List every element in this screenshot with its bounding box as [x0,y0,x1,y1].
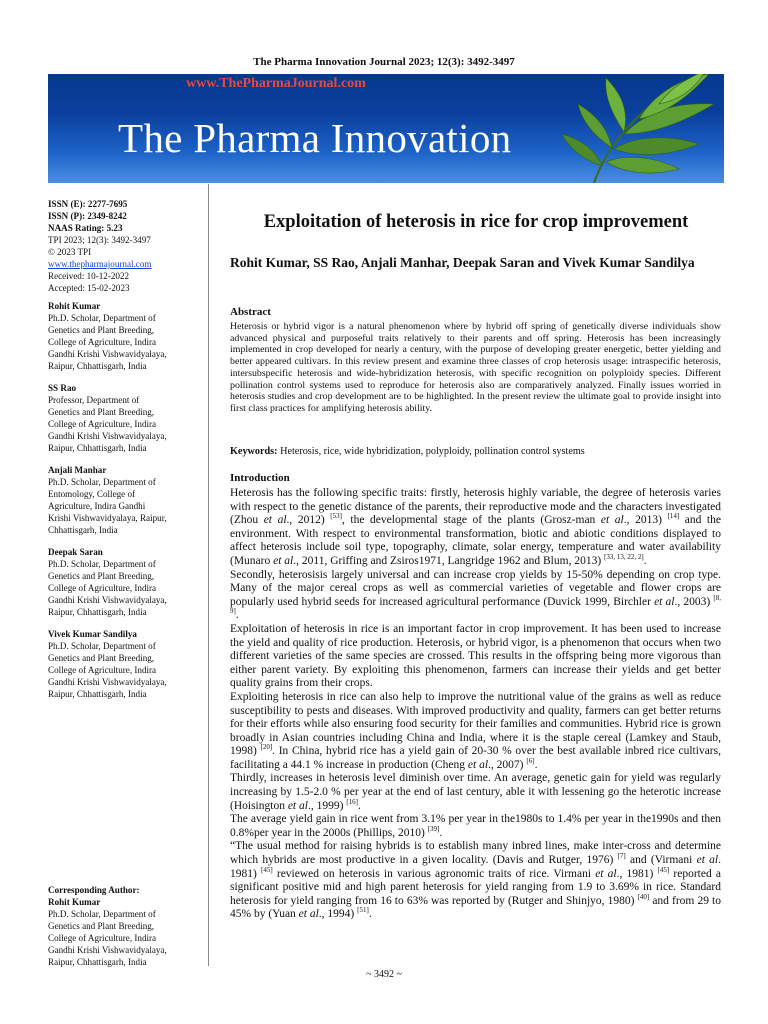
intro-paragraph: The average yield gain in rice went from 3.1% per year in the1980s to 1.4% per year in the1990s and then 0.8%per year in the 2000s (Phillips, 2010) [39]. [230,813,721,839]
intro-paragraph: Thirdly, increases in heterosis level diminish over time. An average, genetic gain for yield was regularly increasing by 1.5-2.0 % per year at the end of last century, able it with lessening go the heterotic increase (Hoisington et al., 1999) [16]. [230,772,721,812]
intro-paragraph: “The usual method for raising hybrids is to establish many inbred lines, make inter-cross and determine which hybrids are most productive in a given locality. (Davis and Rutger, 1976) [7] and (Virmani et al. 1981) [45] reviewed on heterosis in various agronomic traits of rice. Virmani et al., 1981) [45] reported a significant positive mid and high parent heterosis for yield ranging from 1.9 to 3.69% in rice. Standard heterosis for yield ranging from 16 to 63% was reported by (Rutger and Shinjyo, 1980) [40] and from 29 to 45% by (Yuan et al., 1994) [51]. [230,840,721,921]
journal-citation: The Pharma Innovation Journal 2023; 12(3): 3492-3497 [253,56,515,68]
intro-paragraph: Heterosis has the following specific traits: firstly, heterosis highly variable, the degree of heterosis varies with respect to the genetic distance of the parents, their reproductive mode and the characters investigated (Zhou et al., 2012) [53], the developmental stage of the plants (Grosz-man et al., 2013) [14] and the environment. With respect to environmental transformation, biotic and abiotic conditions displayed to affect heterosis include soil type, topography, climate, solar energy, temperature and water availability (Munaro et al., 2011, Griffing and Zsiros1971, Langridge 1962 and Blum, 2013) [33, 13, 22, 2]. [230,487,721,567]
sidebar-author-5 [48,628,206,700]
sidebar-author-affiliation: Raipur, Chhattisgarh, India [48,443,147,453]
sidebar-author-affiliation: Ph.D. Scholar, Department of [48,477,156,487]
sidebar-author-affiliation: Entomology, College of [48,489,136,499]
sidebar-author-affiliation: Genetics and Plant Breeding, [48,407,155,417]
sidebar-author-name: Vivek Kumar Sandilya [48,629,137,639]
citation-ref[interactable]: [45] [261,865,273,874]
corresponding-author [48,884,206,968]
article-title: Exploitation of heterosis in rice for crop improvement [263,212,689,232]
abstract-heading: Abstract [230,306,271,318]
sidebar-author-4 [48,546,206,618]
keywords-label: Keywords: [230,446,278,457]
citation-ref[interactable]: [53] [330,512,342,521]
sidebar-author-affiliation: Agriculture, Indira Gandhi [48,501,146,511]
journal-banner-title: The Pharma Innovation [118,115,512,161]
intro-paragraph: Secondly, heterosisis largely universal and can increase crop yields by 15-50% depending on crop type. Many of the major cereal crops as well as commercial varieties of vegetable and flower crops are popularly used hybrid seeds for increased agricultural performance (Duvick 1999, Birchler et al., 2003) [8, 9]. [230,568,721,622]
sidebar-author-name: SS Rao [48,383,77,393]
citation-ref[interactable]: [51] [357,906,369,915]
leaf-logo-icon [474,74,724,183]
corresponding-affiliation: College of Agriculture, Indira [48,933,157,943]
citation-ref[interactable]: [40] [637,892,650,901]
intro-paragraph: Exploiting heterosis in rice can also help to improve the nutritional value of the grains as well as reduce susceptibility to pests and diseases. With improved productivity and quality, farmers can get better returns for their efforts while also ensuring food security for their families and communities. Hybrid rice is grown broadly in Asian countries including China and India, where it is the staple cereal (Lamkey and Staub, 1998) [20]. In China, hybrid rice has a yield gain of 20-30 % over the best available inbred rice cultivars, facilitating a 44.1 % increase in production (Cheng et al., 2007) [6]. [230,690,721,771]
keywords [230,446,721,457]
sidebar-metadata [48,198,206,294]
sidebar-author-affiliation: Gandhi Krishi Vishwavidyalaya, [48,677,167,687]
citation-ref[interactable]: [8, 9] [230,593,721,616]
sidebar-author-affiliation: Gandhi Krishi Vishwavidyalaya, [48,431,167,441]
introduction-body [230,487,721,922]
corresponding-affiliation: Genetics and Plant Breeding, [48,921,155,931]
intro-paragraph: Exploitation of heterosis in rice is an important factor in crop improvement. It has been used to increase the yield and quality of rice production. Heterosis, or hybrid vigor, is a phenomenon that occurs when two different varieties of the same species are crossed. This results in the offspring being more vigorous than either parent variety. By exploiting this phenomenon, farmers can increase their yields and get better quality grains from their crops. [230,622,721,690]
sidebar-author-affiliation: College of Agriculture, Indira [48,337,157,347]
received-date: Received: 10-12-2022 [48,271,130,281]
citation-ref[interactable]: [7] [617,852,626,861]
citation-ref[interactable]: [20] [260,743,273,752]
sidebar-author-affiliation: Raipur, Chhattisgarh, India [48,607,147,617]
corresponding-affiliation: Raipur, Chhattisgarh, India [48,957,147,967]
copyright: © 2023 TPI [48,247,92,257]
sidebar-author-1 [48,300,206,372]
journal-banner [48,74,724,183]
introduction-heading: Introduction [230,472,290,484]
journal-link[interactable]: www.thepharmajournal.com [48,259,152,269]
corresponding-label: Corresponding Author: [48,885,140,895]
sidebar-author-affiliation: Genetics and Plant Breeding, [48,325,155,335]
article-authors: Rohit Kumar, SS Rao, Anjali Manhar, Deepak Saran and Vivek Kumar Sandilya [230,255,695,270]
column-divider [208,184,209,966]
citation-ref[interactable]: [6] [526,757,535,766]
sidebar-author-affiliation: Chhattisgarh, India [48,525,118,535]
sidebar-author-name: Anjali Manhar [48,465,107,475]
citation-ref[interactable]: [33, 13, 22, 2] [604,553,644,562]
citation-ref[interactable]: [39] [427,825,440,834]
page-number: ~ 3492 ~ [366,969,402,980]
citation-ref[interactable]: [14] [667,512,680,521]
journal-website[interactable]: www.ThePharmaJournal.com [186,76,366,91]
sidebar-author-affiliation: College of Agriculture, Indira [48,419,157,429]
naas-rating: NAAS Rating: 5.23 [48,223,123,233]
sidebar-author-affiliation: Raipur, Chhattisgarh, India [48,361,147,371]
corresponding-name: Rohit Kumar [48,897,101,907]
sidebar-author-name: Rohit Kumar [48,301,101,311]
sidebar-author-affiliation: Ph.D. Scholar, Department of [48,641,156,651]
tpi-citation: TPI 2023; 12(3): 3492-3497 [48,235,151,245]
sidebar-author-affiliation: College of Agriculture, Indira [48,583,157,593]
sidebar-author-affiliation: College of Agriculture, Indira [48,665,157,675]
corresponding-affiliation: Ph.D. Scholar, Department of [48,909,156,919]
citation-ref[interactable]: [16] [346,797,358,806]
sidebar-author-affiliation: Genetics and Plant Breeding, [48,653,155,663]
sidebar-author-2 [48,382,206,454]
sidebar-author-name: Deepak Saran [48,547,103,557]
sidebar-author-affiliation: Gandhi Krishi Vishwavidyalaya, [48,595,167,605]
corresponding-affiliation: Gandhi Krishi Vishwavidyalaya, [48,945,167,955]
sidebar-author-affiliation: Gandhi Krishi Vishwavidyalaya, [48,349,167,359]
sidebar-author-affiliation: Ph.D. Scholar, Department of [48,559,156,569]
sidebar-author-affiliation: Krishi Vishwavidyalaya, Raipur, [48,513,167,523]
sidebar-author-affiliation: Genetics and Plant Breeding, [48,571,155,581]
accepted-date: Accepted: 15-02-2023 [48,283,130,293]
abstract-text: Heterosis or hybrid vigor is a natural phenomenon where by hybrid off spring of genetically diverse individuals show advanced physical and purposeful traits relatively to their parents and off spring. Heterosis has been increasingly implemented in crop developed for nearly a century, with the purpose of developing greater energetic, better yielding and better appeared cultivars. In this review present and examine three classes of crop heterosis usage: intraspecific heterosis, intersubspecific heterosis and wide-hybridization heterosis, with specific recognition on polyploidy species. Different pollination control systems used to reproduce for heterosis also are comparatively analyzed. Finally issues worried in heterosis studies and crop development are to be highlighted. In the present review the ultimate goal to provide insight into first class practices for amplifying heterosis ability. [230,321,721,414]
citation-ref[interactable]: [45] [657,865,670,874]
sidebar-author-affiliation: Ph.D. Scholar, Department of [48,313,156,323]
issn-e: ISSN (E): 2277-7695 [48,199,128,209]
sidebar-author-affiliation: Professor, Department of [48,395,140,405]
sidebar-author-3 [48,464,206,536]
keywords-list: Heterosis, rice, wide hybridization, polyploidy, pollination control systems [280,446,585,457]
sidebar-author-affiliation: Raipur, Chhattisgarh, India [48,689,147,699]
issn-p: ISSN (P): 2349-8242 [48,211,127,221]
